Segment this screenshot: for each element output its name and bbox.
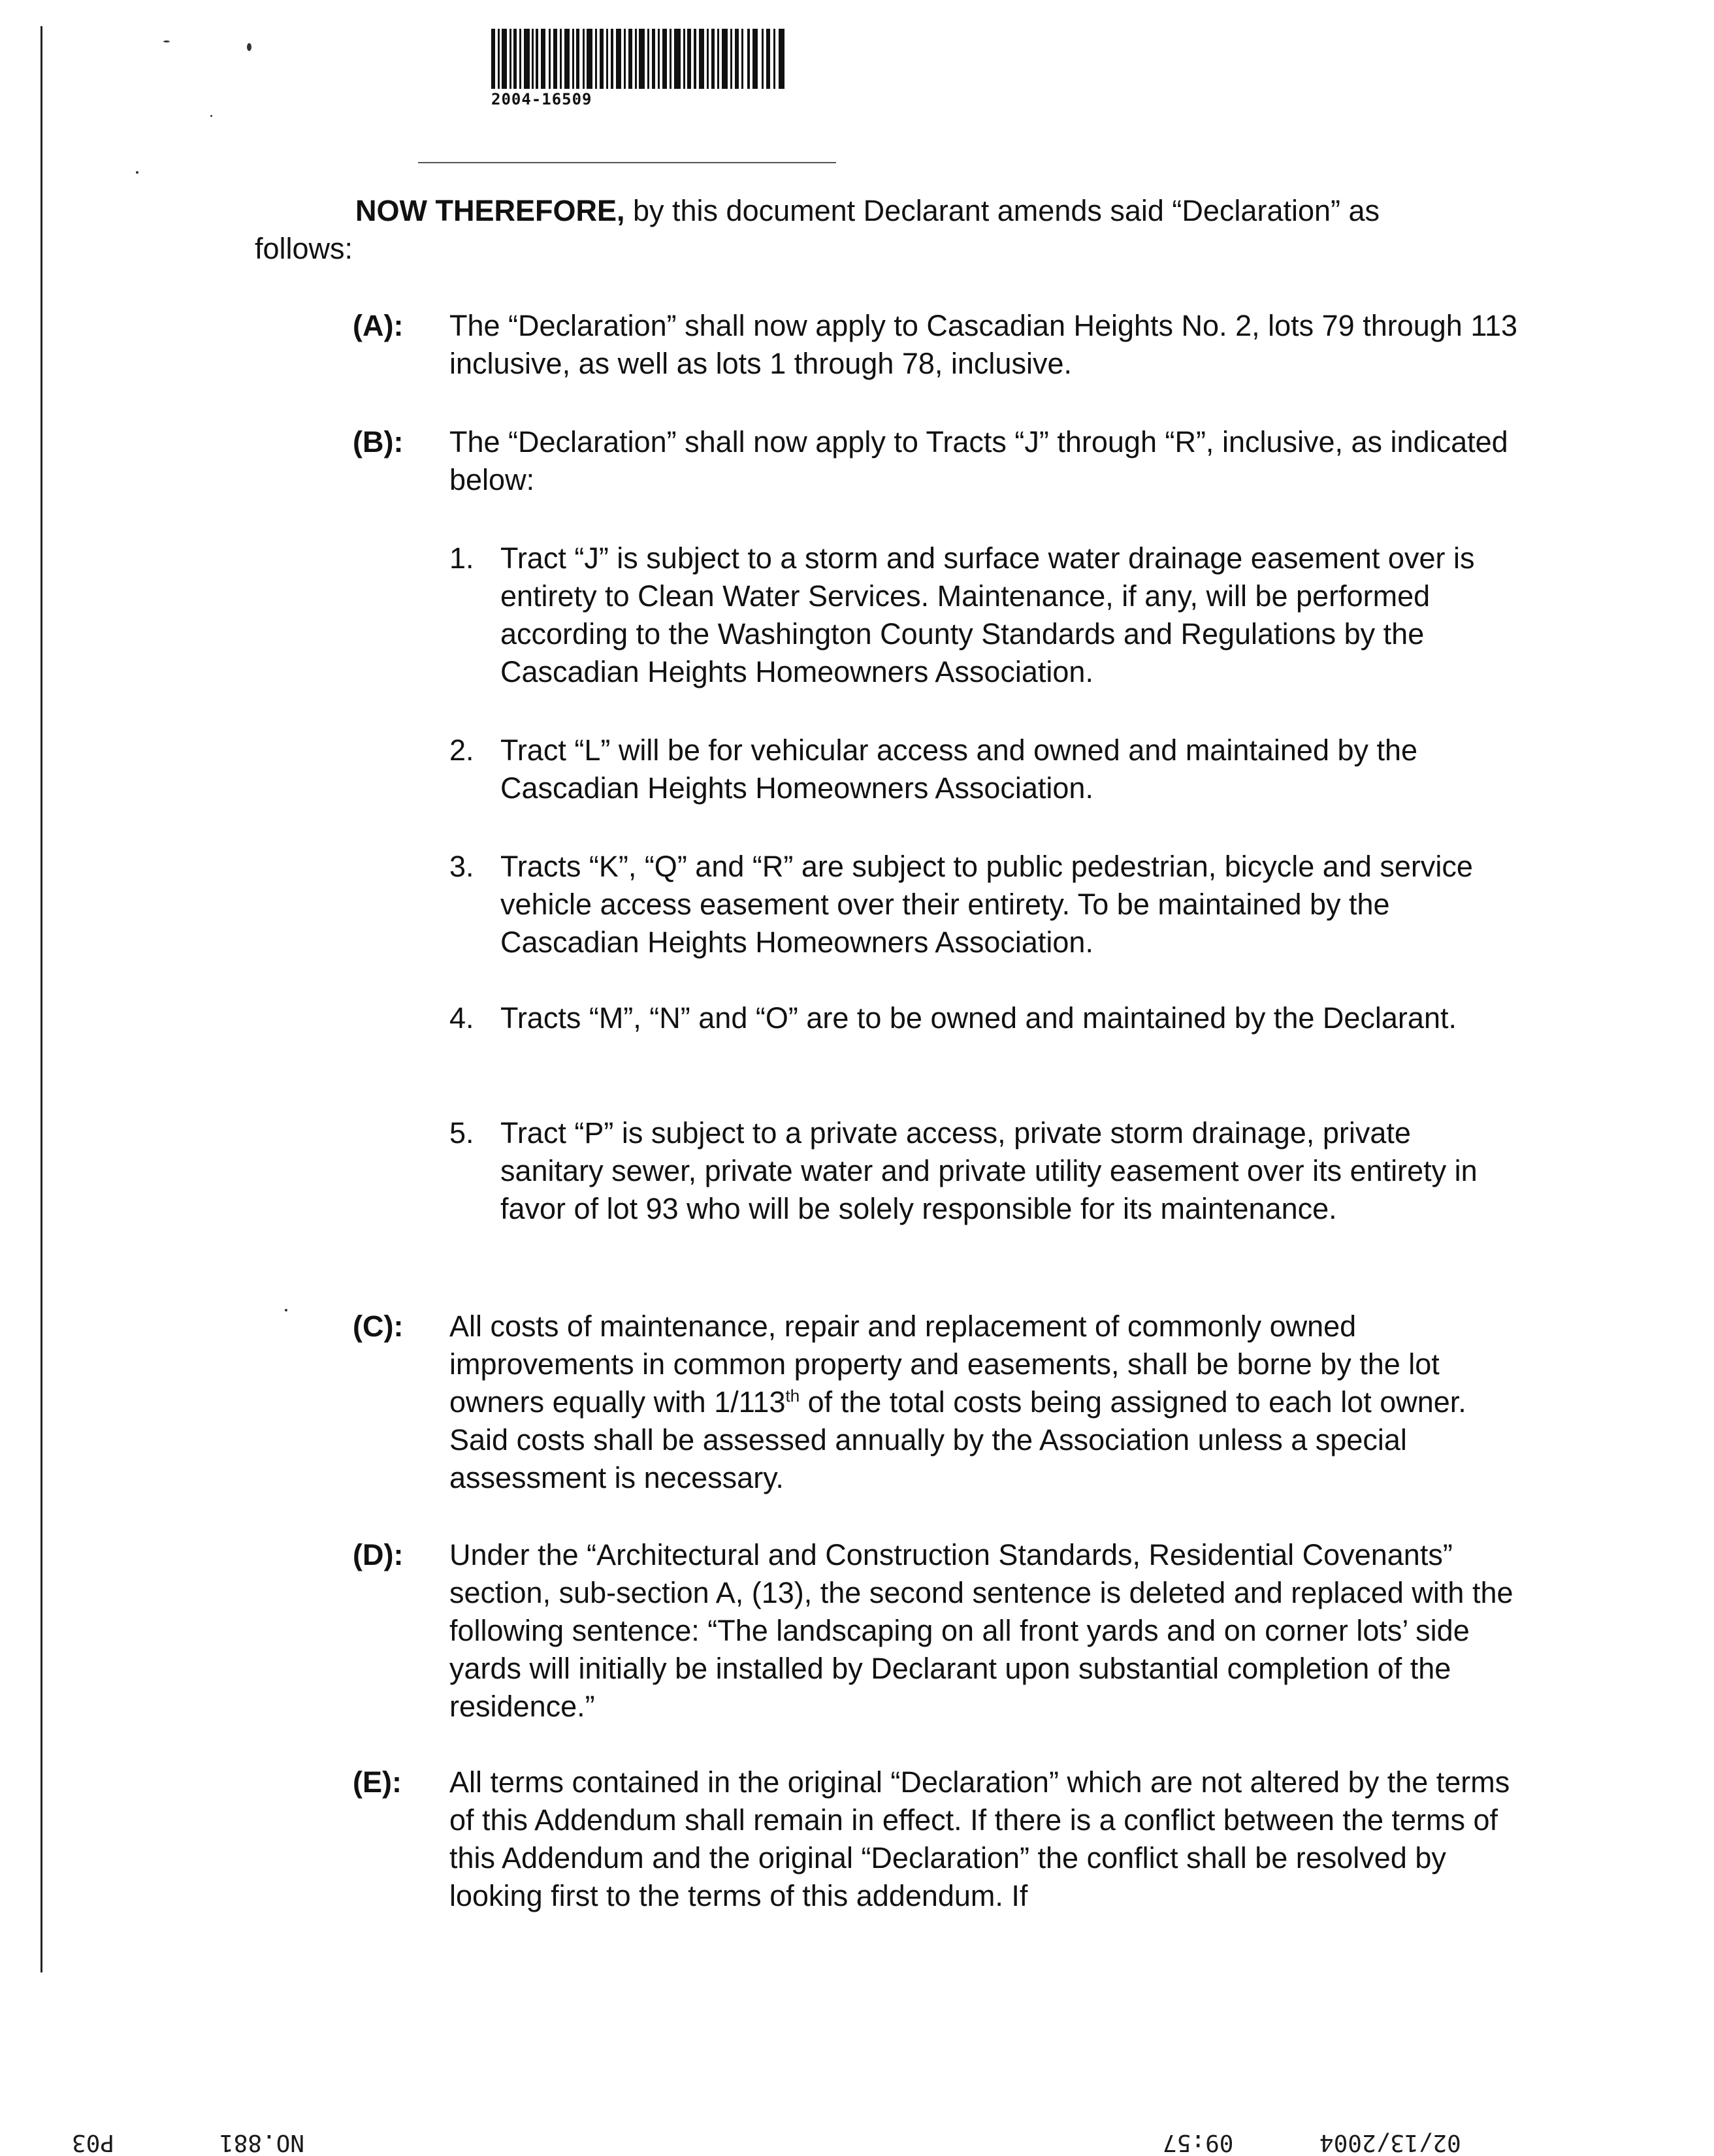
fax-page: P03 [72,2129,115,2156]
intro-lead-line [255,192,1496,230]
intro-continuation: follows: [255,232,353,265]
scan-speck [136,171,138,174]
intro-paragraph [255,192,1496,268]
section-label: (A): [353,309,404,342]
section-text: Under the “Architectural and Construction Standards, Residential Covenants” section, sub-section A, (13), the second sentence is deleted and replaced with the following sentence: “The landscaping on all front yards and on corner lots’ side yards will initially be installed by Declarant upon substantial completion of the residence.” [449,1538,1513,1723]
barcode [491,29,789,89]
section-label: (C): [353,1310,404,1343]
list-item-text: Tract “L” will be for vehicular access and owned and maintained by the Cascadian Heights Homeowners Association. [500,733,1418,805]
list-item-text: Tract “P” is subject to a private access, private storm drainage, private sanitary sewer, private water and private utility easement over its entirety in favor of lot 93 who will be solely responsible for its maintenance. [500,1116,1478,1225]
barcode-number: 2004-16509 [491,90,592,108]
scan-speck [163,40,170,42]
list-item-number: 4. [449,1001,474,1035]
section-text-part: of the total costs being assigned to each lot owner. Said costs shall be assessed annually by the Association unless a special assessment is necessary. [449,1385,1466,1494]
list-item-number: 3. [449,850,474,883]
fax-time: 09:57 [1163,2129,1234,2156]
section-label: (E): [353,1765,402,1799]
fax-date: 02/13/2004 [1319,2129,1461,2156]
list-item-text: Tracts “M”, “N” and “O” are to be owned and maintained by the Declarant. [500,1001,1457,1035]
section-text [449,1308,1521,1497]
list-item-number: 1. [449,541,474,575]
fax-number: NO.881 [219,2129,305,2156]
intro-lead-bold: NOW THEREFORE, [355,194,625,227]
header-rule [418,162,836,163]
list-item-text: Tract “J” is subject to a storm and surface water drainage easement over is entirety to Clean Water Services. Maintenance, if any, will be performed according to the Washington County Standards and Regulations by the Cascadian Heights Homeowners Association. [500,541,1475,688]
section-label: (D): [353,1538,404,1571]
scan-speck [247,43,251,51]
ordinal-superscript: th [785,1386,800,1406]
section-text-part: All costs of maintenance, repair and replacement of commonly owned improvements in common property and easements, shall be borne by the lot owners equally with 1/113 [449,1310,1440,1419]
scan-speck [210,115,212,117]
intro-lead-text: by this document Declarant amends said “Declaration” as [624,194,1380,227]
section-text: The “Declaration” shall now apply to Tracts “J” through “R”, inclusive, as indicated below: [449,425,1508,496]
section-label: (B): [353,425,404,459]
section-text: All terms contained in the original “Declaration” which are not altered by the terms of this Addendum shall remain in effect. If there is a conflict between the terms of this Addendum and the original “Declaration” the conflict shall be resolved by looking first to the terms of this addendum. If [449,1765,1510,1912]
scan-speck [285,1309,287,1311]
list-item-text: Tracts “K”, “Q” and “R” are subject to public pedestrian, bicycle and service vehicle access easement over their entirety. To be maintained by the Cascadian Heights Homeowners Association. [500,850,1473,959]
list-item-number: 2. [449,733,474,767]
scan-edge-line [40,26,42,1972]
section-text: The “Declaration” shall now apply to Cascadian Heights No. 2, lots 79 through 113 inclusive, as well as lots 1 through 78, inclusive. [449,309,1518,380]
list-item-number: 5. [449,1116,474,1150]
